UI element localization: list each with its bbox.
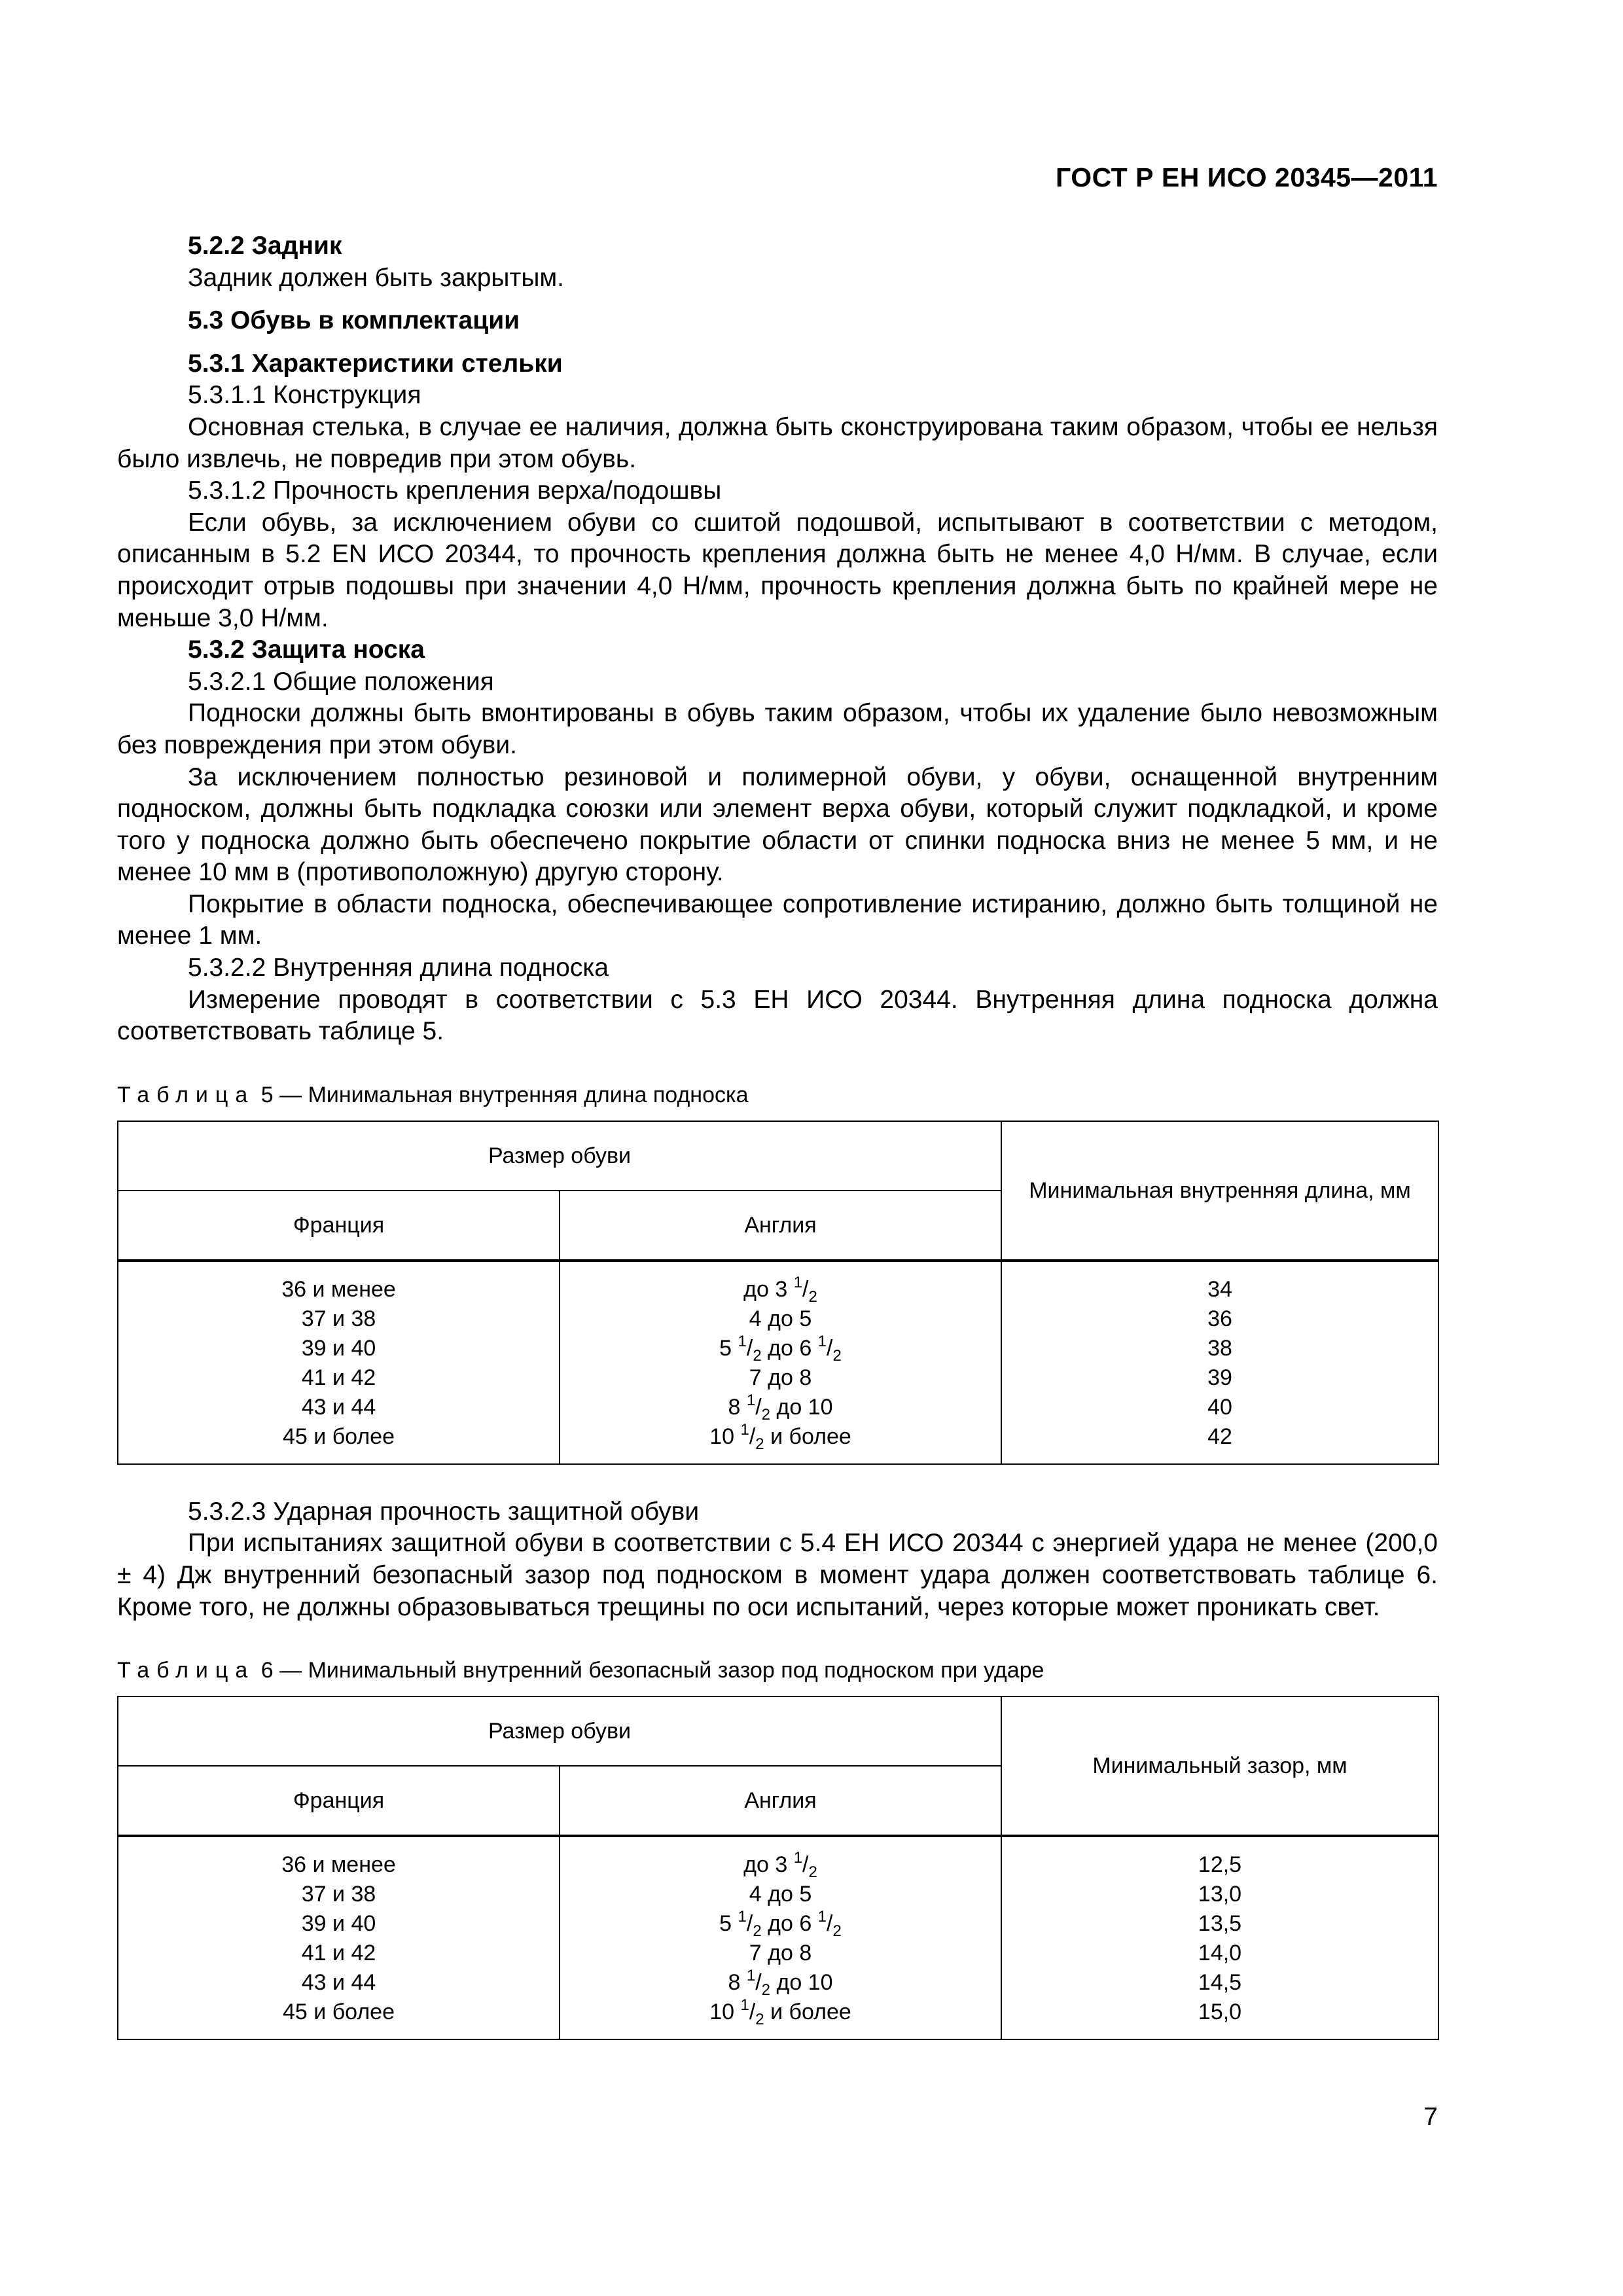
table-6-header-england: Англия <box>560 1766 1001 1836</box>
table-row: 39 и 40 <box>301 1911 376 1937</box>
section-5-3-2-1-p3: Покрытие в области подноска, обеспечивающее сопротивление истиранию, должно быть толщиной не менее 1 мм. <box>117 889 1438 950</box>
table-5-header-england: Англия <box>560 1191 1001 1261</box>
section-5-3-2-3-title: 5.3.2.3 Ударная прочность защитной обуви <box>188 1497 700 1526</box>
table-row: 43 и 44 <box>301 1394 376 1420</box>
table-6-label: Таблица <box>117 1658 255 1683</box>
section-5-3-1-1-title: 5.3.1.1 Конструкция <box>188 381 421 410</box>
section-5-3-2-2-title: 5.3.2.2 Внутренняя длина подноска <box>188 954 609 982</box>
table-6-header-size: Размер обуви <box>118 1696 1001 1766</box>
table-row: 8 $^1/_2$ до 10 <box>728 1967 833 2000</box>
table-5-value-column <box>1001 1261 1438 1464</box>
section-5-2-2-text: Задник должен быть закрытым. <box>188 263 565 292</box>
table-row: 13,0 <box>1198 1882 1242 1907</box>
document-body <box>117 230 1438 2040</box>
section-5-3-title: 5.3 Обувь в комплектации <box>188 306 520 335</box>
table-row: 4 до 5 <box>749 1882 812 1907</box>
section-5-3-2-1-p2: За исключением полностью резиновой и полимерной обуви, у обуви, оснащенной внутренним подноском, должны быть подкладка союзки или элемент верха обуви, который служит подкладкой, и кроме того у подноска должно быть обеспечено покрытие области от спинки подноска вниз не менее 5 мм, и не менее 10 мм в (противоположную) другую сторону. <box>117 762 1438 887</box>
table-row: 45 и более <box>283 2000 395 2025</box>
table-6 <box>117 1696 1439 2040</box>
table-row: 12,5 <box>1198 1852 1242 1878</box>
table-row: 37 и 38 <box>301 1882 376 1907</box>
section-5-3-2-1-p1: Подноски должны быть вмонтированы в обувь таким образом, чтобы их удаление было невозможным без повреждения при этом обуви. <box>117 699 1438 759</box>
table-row: 7 до 8 <box>749 1365 812 1390</box>
table-5-england-column <box>560 1261 1001 1464</box>
table-6-caption-text: 6 — Минимальный внутренний безопасный зазор под подноском при ударе <box>260 1658 1044 1683</box>
section-5-3-2-1-title: 5.3.2.1 Общие положения <box>188 667 494 696</box>
table-row: 36 и менее <box>281 1276 396 1302</box>
section-5-3-1-2-title: 5.3.1.2 Прочность крепления верха/подошвы <box>188 476 722 505</box>
table-row: до 3 $^1/_2$ <box>743 1849 817 1882</box>
table-row: 41 и 42 <box>301 1365 376 1390</box>
table-6-header-france: Франция <box>118 1766 560 1836</box>
table-6-caption <box>117 1656 1438 1685</box>
table-row: 42 <box>1207 1424 1232 1449</box>
table-row: 7 до 8 <box>749 1941 812 1966</box>
section-5-3-2-3-text: При испытаниях защитной обуви в соответствии с 5.4 ЕН ИСО 20344 с энергией удара не менее (200,0 ± 4) Дж внутренний безопасный зазор под подноском в момент удара должен соответствовать таблице 6. Кроме того, не должны образовываться трещины по оси испытаний, через которые может проникать свет. <box>117 1529 1438 1621</box>
table-row: 14,5 <box>1198 1970 1242 1996</box>
table-6-france-column <box>118 1836 560 2039</box>
table-row: до 3 $^1/_2$ <box>743 1273 817 1306</box>
section-5-2-2-title: 5.2.2 Задник <box>188 232 342 260</box>
table-6-england-column <box>560 1836 1001 2039</box>
table-row: 40 <box>1207 1394 1232 1420</box>
table-row: 13,5 <box>1198 1911 1242 1937</box>
table-row: 5 $^1/_2$ до 6 $^1/_2$ <box>719 1908 842 1941</box>
table-row: 14,0 <box>1198 1941 1242 1966</box>
table-row: 10 $^1/_2$ и более <box>709 1420 851 1453</box>
page-number: 7 <box>1423 2103 1438 2131</box>
table-5 <box>117 1121 1439 1465</box>
table-row: 37 и 38 <box>301 1306 376 1331</box>
section-5-3-1-1-text: Основная стелька, в случае ее наличия, должна быть сконструирована таким образом, чтобы ее нельзя было извлечь, не повредив при этом обувь. <box>117 412 1438 473</box>
table-row: 39 <box>1207 1365 1232 1390</box>
table-row: 45 и более <box>283 1424 395 1449</box>
table-row: 43 и 44 <box>301 1970 376 1996</box>
table-5-france-column <box>118 1261 560 1464</box>
table-row: 10 $^1/_2$ и более <box>709 1996 851 2029</box>
section-5-3-1-title: 5.3.1 Характеристики стельки <box>188 349 563 378</box>
table-row: 38 <box>1207 1335 1232 1361</box>
table-5-caption <box>117 1081 1438 1109</box>
table-6-header-value: Минимальный зазор, мм <box>1001 1696 1438 1836</box>
document-id: ГОСТ Р ЕН ИСО 20345—2011 <box>1056 162 1438 192</box>
table-5-label: Таблица <box>117 1082 255 1107</box>
table-6-value-column <box>1001 1836 1438 2039</box>
section-5-3-2-2-text: Измерение проводят в соответствии с 5.3 ЕН ИСО 20344. Внутренняя длина подноска должна соответствовать таблице 5. <box>117 985 1438 1046</box>
table-row: 41 и 42 <box>301 1941 376 1966</box>
section-5-3-2-title: 5.3.2 Защита носка <box>188 636 425 664</box>
table-5-header-france: Франция <box>118 1191 560 1261</box>
table-row: 8 $^1/_2$ до 10 <box>728 1391 833 1424</box>
table-row: 39 и 40 <box>301 1335 376 1361</box>
table-row: 5 $^1/_2$ до 6 $^1/_2$ <box>719 1332 842 1365</box>
table-row: 34 <box>1207 1276 1232 1302</box>
table-5-header-value: Минимальная внутренняя длина, мм <box>1001 1121 1438 1261</box>
table-row: 4 до 5 <box>749 1306 812 1331</box>
table-row: 15,0 <box>1198 2000 1242 2025</box>
table-5-header-size: Размер обуви <box>118 1121 1001 1191</box>
section-5-3-1-2-text: Если обувь, за исключением обуви со сшитой подошвой, испытывают в соответствии с методом, описанным в 5.2 EN ИСО 20344, то прочность крепления должна быть не менее 4,0 Н/мм. В случае, если происходит отрыв подошвы при значении 4,0 Н/мм, прочность крепления должна быть по крайней мере не меньше 3,0 Н/мм. <box>117 508 1438 632</box>
table-5-caption-text: 5 — Минимальная внутренняя длина подноска <box>260 1082 749 1107</box>
table-row: 36 <box>1207 1306 1232 1331</box>
table-row: 36 и менее <box>281 1852 396 1878</box>
